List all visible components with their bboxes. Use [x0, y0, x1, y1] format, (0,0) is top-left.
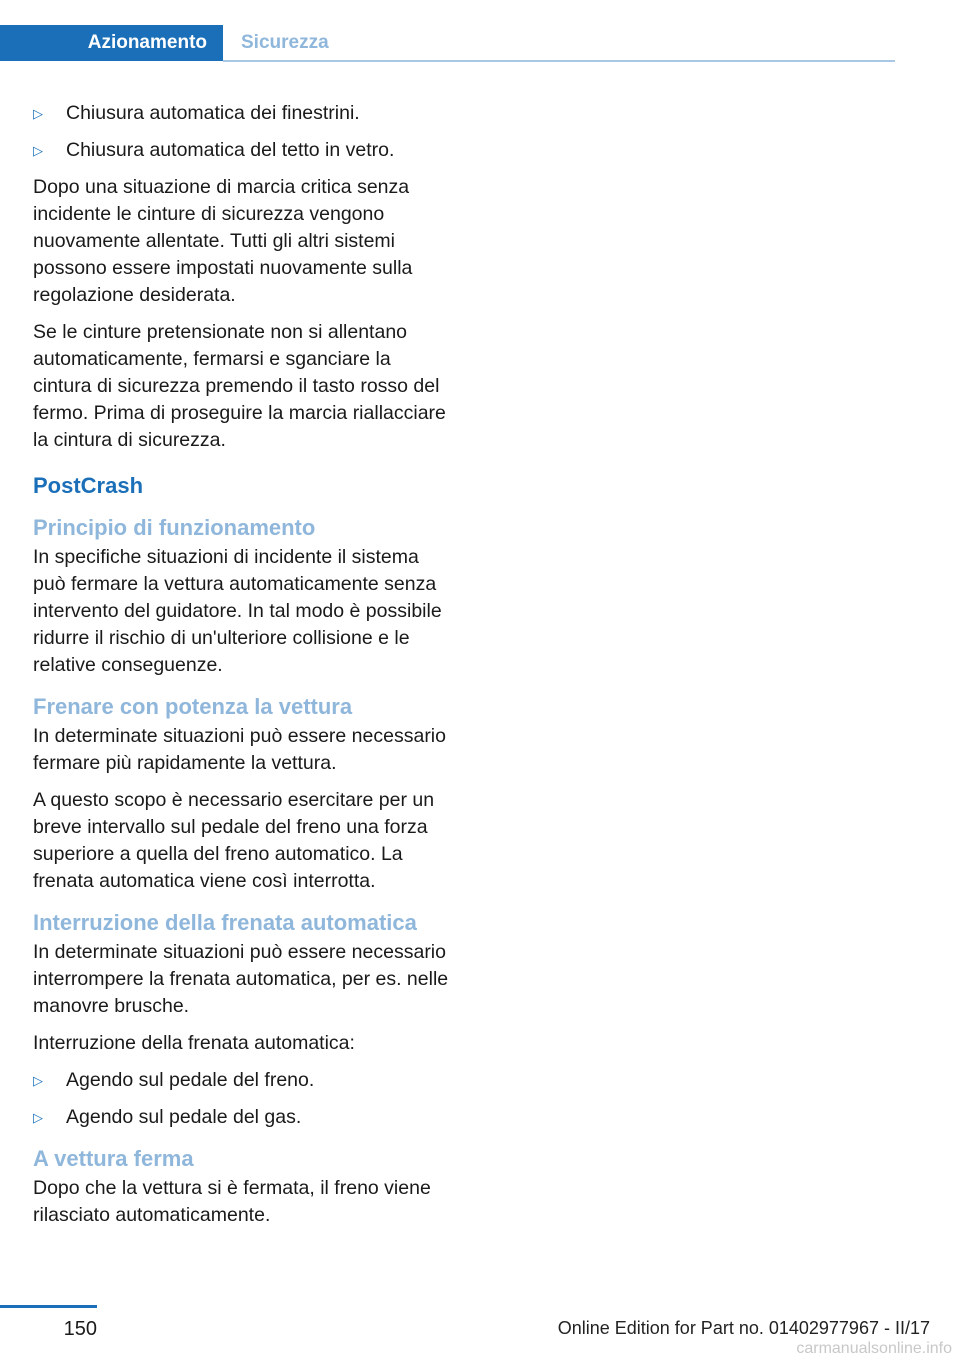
tab-sicurezza-label: Sicurezza [241, 32, 329, 53]
paragraph: In determinate situazioni può essere necessario interrompere la frenata automatica, per es. nelle manovre brusche. [33, 941, 449, 1017]
header-divider [223, 60, 895, 62]
list-item-text: Agendo sul pedale del gas. [66, 1106, 302, 1128]
paragraph: In determinate situazioni può essere necessario fermare più rapidamente la vettura. [33, 725, 446, 774]
paragraph: A questo scopo è necessario esercitare per un breve intervallo sul pedale del freno una forza superiore a quella del freno automatico. La frenata automatica viene così interrotta. [33, 789, 435, 892]
triangle-bullet-icon: ▷ [33, 1110, 43, 1125]
subheading-frenare: Frenare con potenza la vettura [33, 694, 353, 719]
list-item [33, 100, 451, 127]
triangle-bullet-icon: ▷ [33, 143, 43, 158]
tab-azionamento[interactable] [0, 25, 223, 61]
list-item-text: Chiusura automatica del tetto in vetro. [66, 139, 395, 161]
list-item [33, 137, 451, 164]
list-item-text: Agendo sul pedale del freno. [66, 1069, 315, 1091]
tab-azionamento-label: Azionamento [87, 32, 207, 53]
subheading-vettura-ferma: A vettura ferma [33, 1146, 194, 1171]
list-item [33, 1104, 451, 1131]
list-item [33, 1067, 451, 1094]
list-item-text: Chiusura automatica dei finestrini. [66, 102, 360, 124]
footer-divider [0, 1305, 97, 1308]
subheading-interruzione: Interruzione della frenata automatica [33, 910, 417, 935]
section-heading-postcrash: PostCrash [33, 473, 144, 498]
triangle-bullet-icon: ▷ [33, 106, 43, 121]
page-content [33, 100, 451, 1239]
page-number: 150 [63, 1318, 97, 1340]
paragraph: Dopo una situazione di marcia critica senza incidente le cinture di sicurezza vengono nuovamente allentate. Tutti gli altri sistemi possono essere impostati nuovamente sulla regolazione desiderata. [33, 176, 413, 306]
tab-sicurezza[interactable] [241, 25, 329, 61]
paragraph: Se le cinture pretensionate non si allentano automaticamente, fermarsi e sganciare la cintura di sicurezza premendo il tasto rosso del fermo. Prima di proseguire la marcia riallacciare la cintura di sicurezza. [33, 321, 446, 451]
watermark: carmanualsonline.info [796, 1340, 952, 1357]
paragraph: In specifiche situazioni di incidente il sistema può fermare la vettura automaticamente senza intervento del guidatore. In tal modo è possibile ridurre il rischio di un'ulteriore collisione e le relative conseguenze. [33, 546, 442, 676]
page-header [0, 0, 895, 62]
paragraph: Dopo che la vettura si è fermata, il freno viene rilasciato automaticamente. [33, 1177, 431, 1226]
paragraph: Interruzione della frenata automatica: [33, 1032, 355, 1054]
triangle-bullet-icon: ▷ [33, 1073, 43, 1088]
subheading-principio: Principio di funzionamento [33, 515, 316, 540]
edition-note: Online Edition for Part no. 01402977967 - II/17 [557, 1318, 930, 1338]
